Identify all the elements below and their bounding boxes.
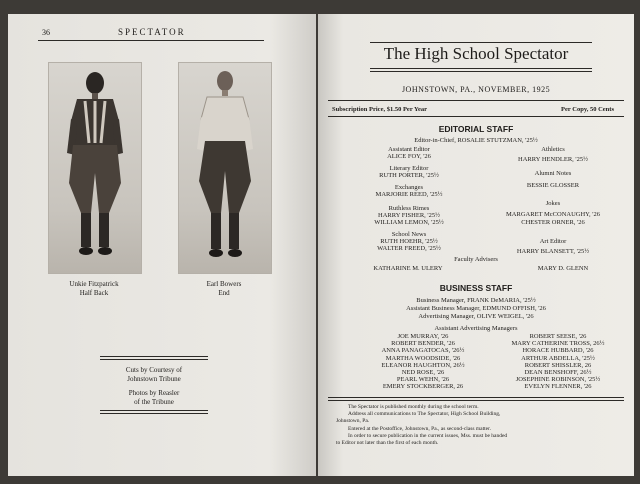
list-item: ROBERT SHISSLER, 26 [524,361,592,369]
footer-rule [328,397,624,398]
photo-credits [100,366,208,407]
credit-line: Photos by Reasler [128,389,180,397]
magazine-title: The High School Spectator [383,44,569,63]
note-line: Entered at the Postoffice, Johnstown, Pa., as second-class matter. [348,425,492,432]
list-item: PEARL WEHN, '26 [396,376,450,384]
ad-managers-left [358,333,488,391]
title-rule-bottom-2 [370,71,592,72]
athletics-title: Athletics [541,146,565,153]
running-head: SPECTATOR [118,27,186,37]
right-page [318,14,634,476]
caption-1 [48,280,140,298]
list-item: ROBERT BENDER, '26 [391,340,455,348]
note-line: In order to secure publication in the current issues, Mss. must be handed [348,432,508,439]
literary-editor-title: Literary Editor [389,165,429,172]
assistant-editor-title: Assistant Editor [388,146,430,153]
credit-rule-bottom-2 [100,413,208,414]
exchanges: MARJORIE REED, '25½ [375,191,443,198]
rhymes-title: Ruthless Rimes [388,205,430,212]
school-news-1: RUTH HOEHR, '25½ [380,238,438,245]
ad-managers-right [488,333,628,391]
editor-in-chief: Editor-in-Chief, ROSALIE STUTZMAN, '25½ [414,137,538,144]
faculty-adviser-2: MARY D. GLENN [537,265,589,272]
list-item: JOE MURRAY, '26 [397,333,449,340]
list-item: DEAN BENSHOFF, 26½ [524,369,592,377]
list-item: EMERY STOCKBERGER, 26 [382,383,464,391]
credit-line: of the Tribune [134,398,174,406]
list-item: MARY CATHERINE TROSS, 26½ [511,340,605,348]
jokes-2: CHESTER ORNER, '26 [521,219,585,226]
business-manager: Business Manager, FRANK DeMARIA, '25½ [416,297,536,304]
credit-line: Cuts by Courtesy of [125,366,183,374]
school-news-2: WALTER FREED, '25½ [377,245,441,252]
list-item: NED ROSE, '26 [401,369,445,377]
list-item: MARTHA WOODSIDE, '26 [385,354,461,362]
dateline: JOHNSTOWN, PA., NOVEMBER, 1925 [401,85,551,94]
credit-rule-bottom [100,410,208,411]
editorial-staff-heading: EDITORIAL STAFF [438,124,514,134]
jokes-1: MARGARET McCONAUGHY, '26 [506,211,600,218]
player-figure-1 [49,63,141,273]
caption-2-name: Earl Bowers [206,280,242,288]
note-line: to Editor not later than the first of each month. [336,440,439,447]
exchanges-title: Exchanges [394,184,424,191]
caption-1-name: Unkie Fitzpatrick [69,280,119,288]
note-line: Address all communications to The Spectator, High School Building, [348,411,501,418]
alumni-title: Alumni Notes [534,170,572,177]
caption-2 [178,280,270,298]
assistant-advertising-title: Assistant Advertising Managers [434,325,518,332]
list-item: EVELYN FLENNER, '26 [524,383,592,391]
list-item: ELEANOR HAUGHTON, 26½ [381,361,465,369]
school-news-title: School News [391,231,427,238]
caption-1-position: Half Back [79,289,109,297]
publication-notes [336,404,626,447]
list-item: ANNA PANAGATOCAS, '26½ [381,347,465,355]
per-copy-price: Per Copy, 50 Cents [561,106,614,113]
assistant-editor: ALICE FOY, '26 [387,153,431,160]
title-rule-bottom [370,68,592,69]
subscription-price: Subscription Price, $1.50 Per Year [332,106,427,113]
faculty-advisers-title: Faculty Advisers [454,256,498,263]
price-rule [328,116,624,117]
list-item: ROBERT SEESE, '26 [529,333,587,340]
jokes-title: Jokes [545,200,561,207]
note-line: Johnstown, Pa. [336,418,370,425]
alumni: BESSIE GLOSSER [526,182,580,189]
list-item: HORACE HUBBARD, '26 [522,347,594,355]
assistant-business-manager: Assistant Business Manager, EDMUND OFFISH, '26 [406,305,546,312]
credit-rule-top [100,356,208,357]
player-photo-2 [178,62,272,274]
left-page [8,14,316,476]
advertising-manager: Advertising Manager, OLIVE WEIGEL, '26 [418,313,534,320]
rhymes-1: HARRY FISHER, '25½ [378,212,440,219]
faculty-adviser-1: KATHARINE M. ULERY [373,265,443,272]
player-photo-1 [48,62,142,274]
credit-rule-top-2 [100,359,208,360]
title-rule-top [370,42,592,43]
note-line: The Spectator is published monthly during the school term. [348,404,479,410]
credit-line: Johnstown Tribune [127,375,181,383]
list-item: ARTHUR ABDELLA, '25½ [521,354,595,362]
dateline-rule [328,100,624,101]
page-number: 36 [42,28,50,37]
art-editor-title: Art Editor [539,238,567,245]
list-item: JOSEPHINE ROBINSON, '25½ [515,376,601,384]
business-staff-heading: BUSINESS STAFF [439,283,513,293]
header-rule [38,40,264,41]
footer-rule-2 [328,400,624,401]
literary-editor: RUTH PORTER, '25½ [379,172,439,179]
rhymes-2: WILLIAM LEMON, '25½ [374,219,444,226]
player-figure-2 [179,63,271,273]
caption-2-position: End [218,289,230,297]
athletics: HARRY HENDLER, '25½ [518,156,588,163]
art-editor: HARRY BLANSETT, '25½ [516,248,590,255]
